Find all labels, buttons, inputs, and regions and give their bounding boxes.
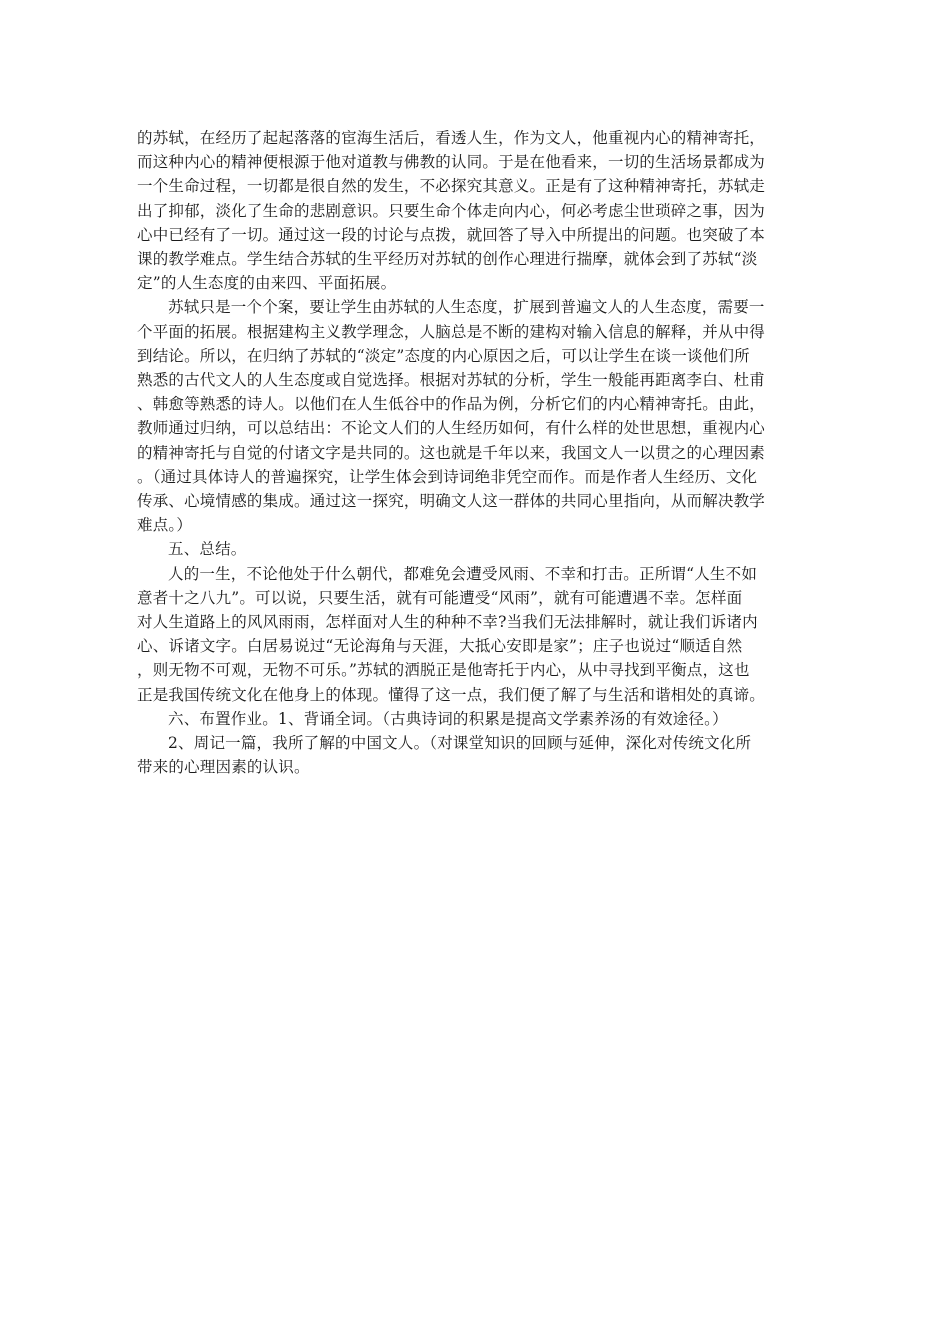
text-line: 而这种内心的精神便根源于他对道教与佛教的认同。于是在他看来，一切的生活场景都成为	[137, 153, 766, 172]
text-line: 课的教学难点。学生结合苏轼的生平经历对苏轼的创作心理进行揣摩，就体会到了苏轼“淡	[137, 250, 758, 269]
text-line: 熟悉的古代文人的人生态度或自觉选择。根据对苏轼的分析，学生一般能再距离李白、杜甫	[137, 371, 766, 390]
text-line: 意者十之八九”。可以说，只要生活，就有可能遭受“风雨”，就有可能遭遇不幸。怎样面	[137, 588, 743, 607]
paragraph	[137, 126, 815, 295]
text-line: 正是我国传统文化在他身上的体现。懂得了这一点，我们便了解了与生活和谐相处的真谛。	[137, 685, 766, 704]
text-line: 一个生命过程，一切都是很自然的发生，不必探究其意义。正是有了这种精神寄托，苏轼走	[137, 177, 766, 196]
text-line: 六、布置作业。1、背诵全词。（古典诗词的积累是提高文学素养汤的有效途径。）	[168, 709, 728, 728]
text-line: 。（通过具体诗人的普遍探究，让学生体会到诗词绝非凭空而作。而是作者人生经历、文化	[137, 467, 758, 486]
text-line: 教师通过归纳，可以总结出：不论文人们的人生经历如何，有什么样的处世思想，重视内心	[137, 419, 766, 438]
text-line: 、韩愈等熟悉的诗人。以他们在人生低谷中的作品为例，分析它们的内心精神寄托。由此，	[137, 395, 766, 414]
text-line: 的精神寄托与自觉的付诸文字是共同的。这也就是千年以来，我国文人一以贯之的心理因素	[137, 443, 766, 462]
document-body	[137, 126, 815, 779]
text-line: 传承、心境情感的集成。通过这一探究，明确文人这一群体的共同心里指向，从而解决教学	[137, 492, 766, 511]
paragraph	[137, 707, 815, 731]
paragraph	[137, 562, 815, 707]
text-line: 心、诉诸文字。白居易说过“无论海角与天涯，大抵心安即是家”；庄子也说过“顺适自然	[137, 637, 743, 656]
text-line: 2、周记一篇，我所了解的中国文人。（对课堂知识的回顾与延伸，深化对传统文化所	[168, 734, 752, 753]
text-line: 到结论。所以，在归纳了苏轼的“淡定”态度的内心原因之后，可以让学生在谈一谈他们所	[137, 346, 750, 365]
text-line: 难点。）	[137, 516, 193, 535]
paragraph	[137, 731, 815, 779]
text-line: 的苏轼，在经历了起起落落的宦海生活后，看透人生，作为文人，他重视内心的精神寄托，	[137, 129, 766, 147]
text-line: 带来的心理因素的认识。	[137, 758, 310, 777]
text-line: 出了抑郁，淡化了生命的悲剧意识。只要生命个体走向内心，何必考虑尘世琐碎之事，因为	[137, 201, 766, 220]
text-line: 对人生道路上的风风雨雨，怎样面对人生的种种不幸?当我们无法排解时，就让我们诉诸内	[137, 613, 758, 632]
paragraph	[137, 537, 815, 561]
text-line: 苏轼只是一个个案，要让学生由苏轼的人生态度，扩展到普遍文人的人生态度，需要一	[168, 298, 765, 317]
text-line: 心中已经有了一切。通过这一段的讨论与点拨，就回答了导入中所提出的问题。也突破了本	[137, 225, 766, 244]
text-line: 个平面的拓展。根据建构主义教学理念，人脑总是不断的建构对输入信息的解释，并从中得	[137, 322, 766, 341]
text-line: 五、总结。	[168, 540, 247, 559]
text-line: ，则无物不可观，无物不可乐。”苏轼的洒脱正是他寄托于内心，从中寻找到平衡点，这也	[137, 661, 750, 680]
text-line: 定”的人生态度的由来四、平面拓展。	[137, 274, 397, 293]
paragraph	[137, 295, 815, 537]
text-line: 人的一生，不论他处于什么朝代，都难免会遭受风雨、不幸和打击。正所谓“人生不如	[168, 564, 758, 583]
